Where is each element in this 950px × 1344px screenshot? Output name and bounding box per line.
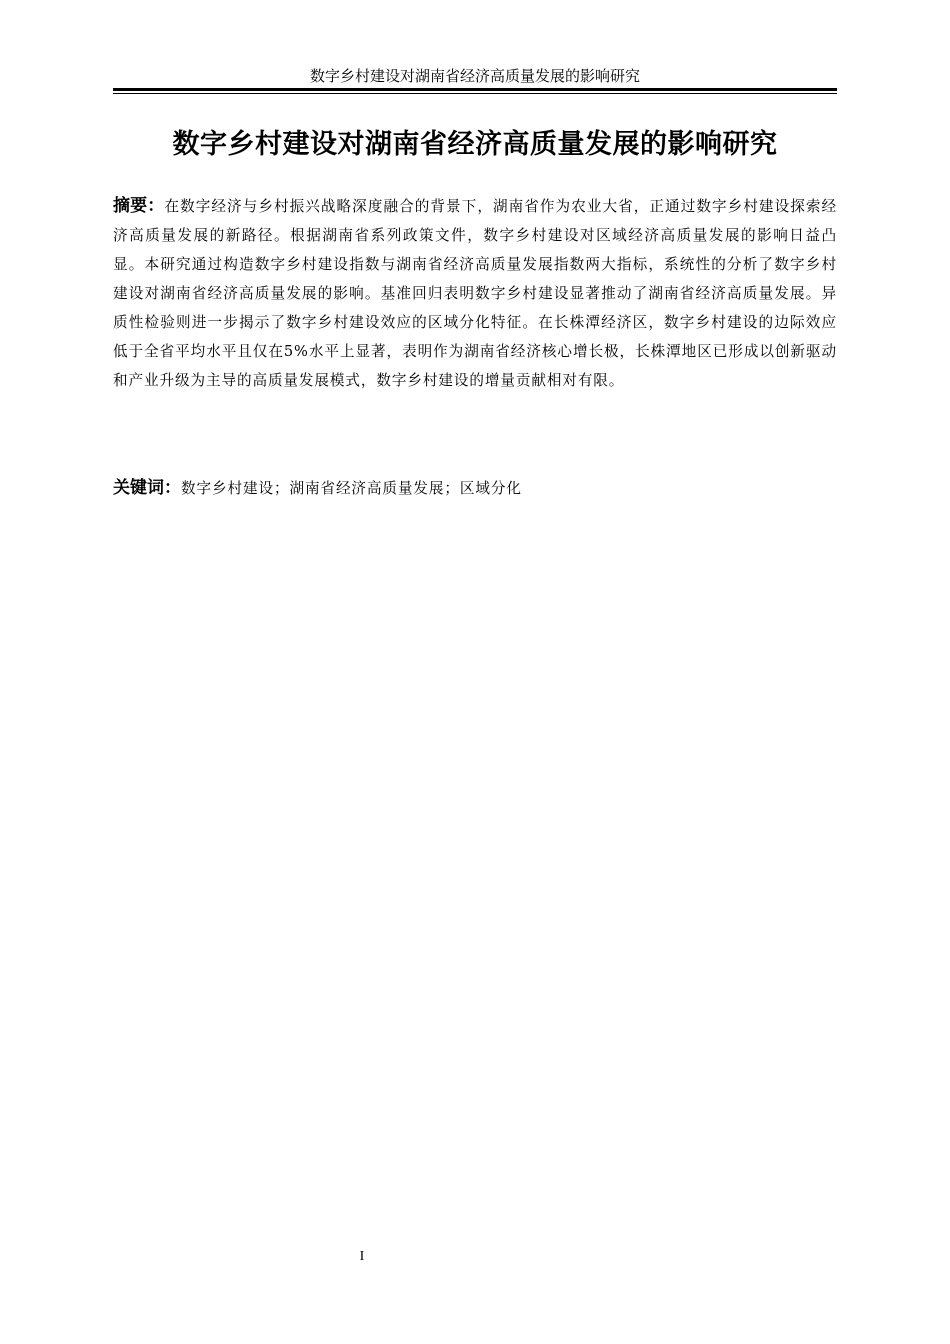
abstract-text: 在数字经济与乡村振兴战略深度融合的背景下，湖南省作为农业大省，正通过数字乡村建设探索经济高质量发展的新路径。根据湖南省系列政策文件，数字乡村建设对区域经济高质量发展的影响日益凸显。本研究通过构造数字乡村建设指数与湖南省经济高质量发展指数两大指标，系统性的分析了数字乡村建设对湖南省经济高质量发展的影响。基准回归表明数字乡村建设显著推动了湖南省经济高质量发展。异质性检验则进一步揭示了数字乡村建设效应的区域分化特征。在长株潭经济区，数字乡村建设的边际效应低于全省平均水平且仅在5%水平上显著，表明作为湖南省经济核心增长极，长株潭地区已形成以创新驱动和产业升级为主导的高质量发展模式，数字乡村建设的增量贡献相对有限。 — [113, 198, 837, 389]
page-number: I — [359, 1249, 365, 1264]
keywords-line — [113, 474, 837, 503]
abstract-paragraph — [113, 192, 837, 395]
abstract-label: 摘要： — [113, 196, 165, 216]
header-rule-thin — [113, 93, 837, 94]
header-rule-thick — [113, 88, 837, 91]
keywords-text: 数字乡村建设；湖南省经济高质量发展；区域分化 — [181, 480, 522, 497]
paper-title: 数字乡村建设对湖南省经济高质量发展的影响研究 — [172, 129, 778, 160]
keywords-label: 关键词： — [113, 478, 181, 498]
running-header: 数字乡村建设对湖南省经济高质量发展的影响研究 — [309, 67, 640, 85]
